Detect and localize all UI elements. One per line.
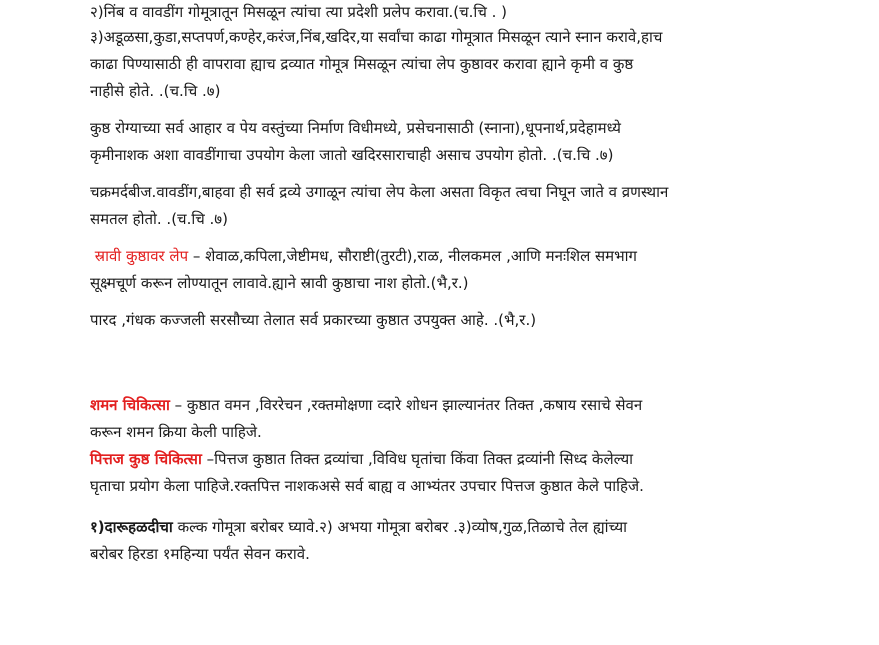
paragraph-daruhaladi bbox=[90, 514, 870, 568]
spacer bbox=[90, 297, 870, 307]
text-line: समतल होतो. .(च.चि .७) bbox=[90, 210, 228, 228]
spacer bbox=[90, 105, 870, 115]
text-line bbox=[90, 243, 870, 270]
text-line bbox=[90, 392, 870, 419]
paragraph-sravi-kushtha-lep bbox=[90, 243, 870, 297]
text-line: ३)अडूळसा,कुडा,सप्तपर्ण,कण्हेर,करंज,निंब,खदिर,या सर्वांचा काढा गोमूत्रात मिसळून त्याने स्नान करावे,हाच bbox=[90, 28, 663, 46]
paragraph-shaman-chikitsa bbox=[90, 392, 870, 446]
document-page bbox=[90, 0, 870, 568]
text-line bbox=[90, 446, 870, 473]
spacer bbox=[90, 169, 870, 179]
paragraph-parad-gandhak bbox=[90, 307, 870, 334]
text-line: नाहीसे होते. .(च.चि .७) bbox=[90, 82, 221, 100]
text-line: चक्रमर्दबीज.वावडींग,बाहवा ही सर्व द्रव्ये उगाळून त्यांचा लेप केला असता विकृत त्वचा निघून जाते व व्रणस्थान bbox=[90, 183, 669, 201]
spacer bbox=[90, 500, 870, 514]
text-run: कल्क गोमूत्रा बरोबर घ्यावे.२) अभया गोमूत्रा बरोबर .३)व्योष,गुळ,तिळाचे तेल ह्यांच्या bbox=[172, 518, 628, 536]
section-heading-daruhaladi: १)दारूहळदीचा bbox=[90, 518, 173, 536]
text-line: सूक्ष्मचूर्ण करून लोण्यातून लावावे.ह्याने स्रावी कुष्ठाचा नाश होतो.(भै,र.) bbox=[90, 274, 469, 292]
text-line bbox=[90, 514, 870, 541]
paragraph-nimb-vavding bbox=[90, 0, 870, 24]
text-run: –पित्तज कुष्ठात तिक्त द्रव्यांचा ,विविध घृतांचा किंवा तिक्त द्रव्यांनी सिध्द केलेल्या bbox=[201, 450, 634, 468]
paragraph-chakramard-lep bbox=[90, 179, 870, 233]
section-heading-shaman-chikitsa: शमन चिकित्सा bbox=[90, 396, 170, 414]
text-run: – कुष्ठात वमन ,विररेचन ,रक्तमोक्षणा व्दारे शोधन झाल्यानंतर तिक्त ,कषाय रसाचे सेवन bbox=[169, 396, 643, 414]
text-line: पारद ,गंधक कज्जली सरसौच्या तेलात सर्व प्रकारच्या कुष्ठात उपयुक्त आहे. .(भै,र.) bbox=[90, 311, 537, 329]
text-line: करून शमन क्रिया केली पाहिजे. bbox=[90, 423, 262, 441]
section-heading-sravi-kushtha-lep: स्रावी कुष्ठावर लेप bbox=[94, 247, 189, 265]
paragraph-adulsa-kadha bbox=[90, 24, 870, 105]
text-line: काढा पिण्यासाठी ही वापरावा ह्याच द्रव्यात गोमूत्र मिसळून त्यांचा लेप कुष्ठावर करावा ह्याने कृमी व कुष्ठ bbox=[90, 55, 634, 73]
spacer bbox=[90, 233, 870, 243]
text-run: – शेवाळ,कपिला,जेष्टीमध, सौराष्टी(तुरटी),राळ, नीलकमल ,आणि मनःशिल समभाग bbox=[188, 247, 637, 265]
text-line: कुष्ठ रोग्याच्या सर्व आहार व पेय वस्तुंच्या निर्माण विधीमध्ये, प्रसेचनासाठी (स्नाना),धूपनार्थ,प्रदेहामध्ये bbox=[90, 119, 621, 137]
section-heading-pittaj-kushtha-chikitsa: पित्तज कुष्ठ चिकित्सा bbox=[90, 450, 202, 468]
text-line: २)निंब व वावडींग गोमूत्रातून मिसळून त्यांचा त्या प्रदेशी प्रलेप करावा.(च.चि . ) bbox=[90, 3, 507, 21]
text-line: कृमीनाशक अशा वावडींगाचा उपयोग केला जातो खदिरसाराचाही असाच उपयोग होतो. .(च.चि .७) bbox=[90, 146, 614, 164]
paragraph-pittaj-kushtha bbox=[90, 446, 870, 500]
paragraph-krumi-nashak bbox=[90, 115, 870, 169]
spacer bbox=[90, 334, 870, 392]
text-line: घृताचा प्रयोग केला पाहिजे.रक्तपित्त नाशकअसे सर्व बाह्य व आभ्यंतर उपचार पित्तज कुष्ठात केले पाहिजे. bbox=[90, 477, 644, 495]
text-line: बरोबर हिरडा १महिन्या पर्यंत सेवन करावे. bbox=[90, 545, 310, 563]
